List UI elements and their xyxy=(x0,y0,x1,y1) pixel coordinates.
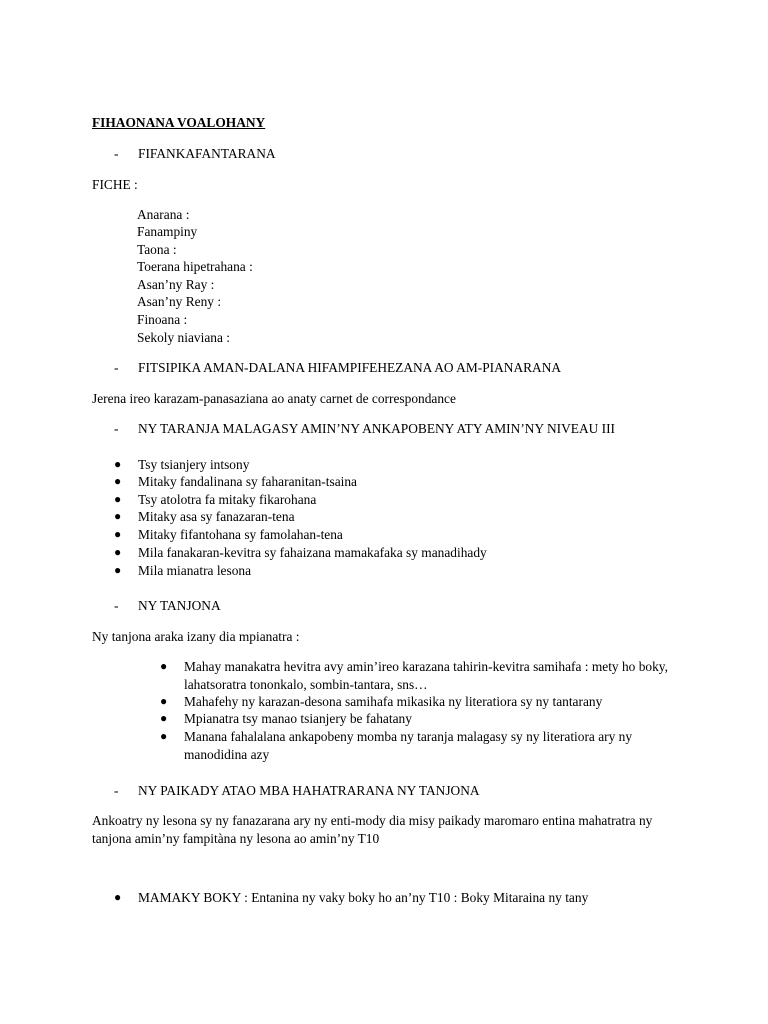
bullet-icon: ● xyxy=(114,563,122,577)
dash-marker: - xyxy=(114,146,119,161)
section-heading-fitsipika: FITSIPIKA AMAN-DALANA HIFAMPIFEHEZANA AO AM-PIANARANA xyxy=(138,360,562,375)
list-item: Mitaky fifantohana sy famolahan-tena xyxy=(138,527,343,542)
bullet-icon: ● xyxy=(114,890,122,904)
section-heading-paikady: NY PAIKADY ATAO MBA HAHATRARANA NY TANJONA xyxy=(138,783,480,798)
bullet-icon: ● xyxy=(160,711,168,725)
section-heading-fifankafantarana: FIFANKAFANTARANA xyxy=(138,146,276,161)
fiche-field: Anarana : xyxy=(137,207,190,222)
document-title: FIHAONANA VOALOHANY xyxy=(92,115,266,130)
section-heading-tanjona: NY TANJONA xyxy=(138,598,221,613)
fiche-label: FICHE : xyxy=(92,177,138,192)
fiche-field: Toerana hipetrahana : xyxy=(137,259,253,274)
bullet-icon: ● xyxy=(114,457,122,471)
list-item: Mila mianatra lesona xyxy=(138,563,252,578)
bullet-icon: ● xyxy=(114,474,122,488)
bullet-icon: ● xyxy=(160,694,168,708)
fiche-field: Asan’ny Reny : xyxy=(137,294,222,309)
list-item: Mitaky fandalinana sy faharanitan-tsaina xyxy=(138,474,357,489)
dash-marker: - xyxy=(114,783,119,798)
dash-marker: - xyxy=(114,421,119,436)
fiche-field: Fanampiny xyxy=(137,224,198,239)
bullet-icon: ● xyxy=(114,492,122,506)
list-item: Tsy atolotra fa mitaky fikarohana xyxy=(138,492,317,507)
bullet-icon: ● xyxy=(160,659,168,673)
bullet-icon: ● xyxy=(114,545,122,559)
paragraph-text: Jerena ireo karazam-panasaziana ao anaty carnet de correspondance xyxy=(92,391,456,406)
bullet-icon: ● xyxy=(114,527,122,541)
list-item: MAMAKY BOKY : Entanina ny vaky boky ho an’ny T10 : Boky Mitaraina ny tany xyxy=(138,890,589,905)
dash-marker: - xyxy=(114,360,119,375)
list-item: Manana fahalalana ankapobeny momba ny taranja malagasy sy ny literatiora ary ny manodidina azy xyxy=(184,729,633,762)
list-item: Mahay manakatra hevitra avy amin’ireo karazana tahirin-kevitra samihafa : mety ho boky, lahatsoratra tononkalo, sombin-tantara, sns… xyxy=(184,659,668,692)
fiche-field: Sekoly niaviana : xyxy=(137,330,230,345)
list-item: Mitaky asa sy fanazaran-tena xyxy=(138,509,295,524)
dash-marker: - xyxy=(114,598,119,613)
list-item: Mila fanakaran-kevitra sy fahaizana mamakafaka sy manadihady xyxy=(138,545,487,560)
fiche-field: Finoana : xyxy=(137,312,188,327)
list-item: Mpianatra tsy manao tsianjery be fahatany xyxy=(184,711,412,726)
list-item: Tsy tsianjery intsony xyxy=(138,457,250,472)
bullet-icon: ● xyxy=(114,509,122,523)
bullet-icon: ● xyxy=(160,729,168,743)
fiche-field: Taona : xyxy=(137,242,177,257)
fiche-field: Asan’ny Ray : xyxy=(137,277,215,292)
list-item: Mahafehy ny karazan-desona samihafa mikasika ny literatiora sy ny tantarany xyxy=(184,694,603,709)
paragraph-text: Ankoatry ny lesona sy ny fanazarana ary ny enti-mody dia misy paikady maromaro entina mahatratra ny tanjona amin’ny fampitàna ny lesona ao amin’ny T10 xyxy=(92,813,653,846)
paragraph-text: Ny tanjona araka izany dia mpianatra : xyxy=(92,629,300,644)
section-heading-taranja-malagasy: NY TARANJA MALAGASY AMIN’NY ANKAPOBENY ATY AMIN’NY NIVEAU III xyxy=(138,421,616,436)
